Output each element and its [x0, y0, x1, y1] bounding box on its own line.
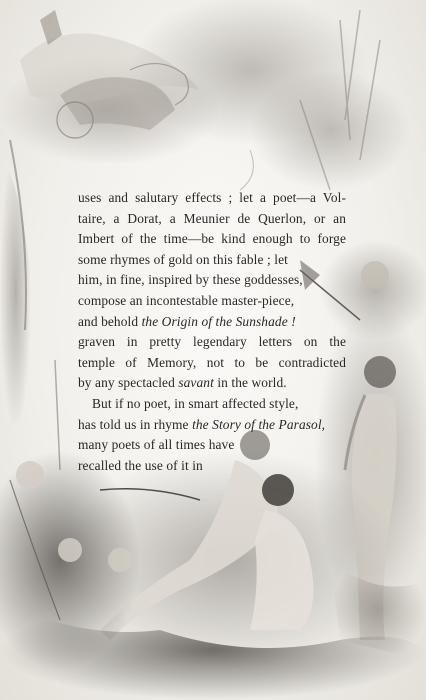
text-line: Imbert of the time—be kind enough to forge	[78, 231, 346, 247]
text-run: by any spectacled	[78, 375, 179, 391]
page-text	[78, 188, 346, 476]
text-line: many poets of all times have	[78, 437, 235, 453]
text-line: taire, a Dorat, a Meunier de Querlon, or an	[78, 210, 346, 226]
text-line	[78, 415, 346, 436]
text-line: some rhymes of gold on this fable ; let	[78, 251, 288, 267]
italic-title: the Story of the Parasol,	[192, 416, 326, 432]
text-line: graven in pretty legendary letters on the	[78, 334, 346, 350]
italic-title: the Origin of the Sunshade !	[141, 313, 296, 329]
text-line: uses and salutary effects ; let a poet—a Vol-	[78, 190, 346, 205]
text-line: But if no poet, in smart affected style,	[92, 395, 299, 411]
left-tree	[0, 140, 60, 470]
text-line	[78, 373, 346, 394]
text-run: and behold	[78, 313, 142, 329]
text-line: temple of Memory, not to be contradicted	[78, 354, 346, 370]
text-line: compose an incontestable master-piece,	[78, 292, 295, 308]
text-run: has told us in rhyme	[78, 416, 193, 432]
italic-word: savant	[178, 375, 214, 391]
text-line: recalled the use of it in	[78, 457, 203, 473]
top-foliage	[130, 0, 410, 190]
text-line	[78, 312, 346, 333]
text-line: him, in fine, inspired by these goddesses,	[78, 272, 303, 288]
text-run: in the world.	[213, 375, 287, 391]
